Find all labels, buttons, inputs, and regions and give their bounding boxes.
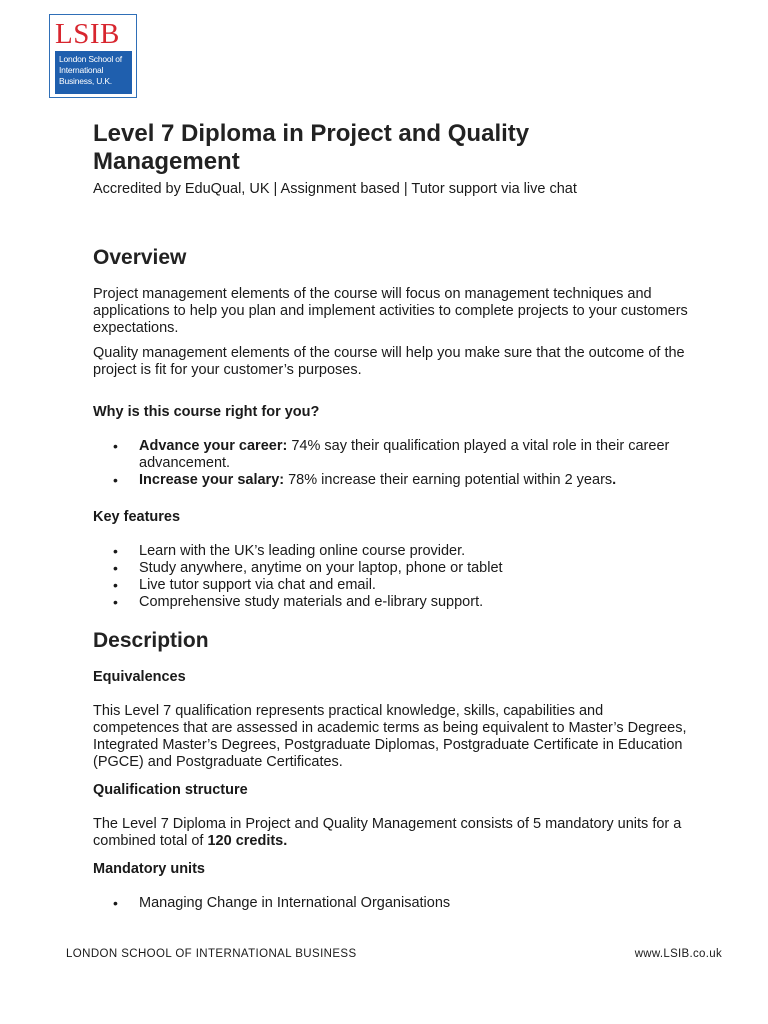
list-item: • Managing Change in International Organisations	[93, 895, 693, 912]
logo-wordmark: LSIB	[55, 18, 120, 50]
description-heading: Description	[93, 629, 209, 652]
structure-heading: Qualification structure	[93, 782, 248, 798]
list-item-text: 74% say their qualification played a vital role in their career advancement.	[139, 438, 670, 471]
why-heading: Why is this course right for you?	[93, 404, 320, 420]
list-item: • Comprehensive study materials and e-library support.	[93, 594, 693, 611]
document-body	[93, 120, 693, 912]
credits-total: 120 credits.	[207, 833, 288, 849]
footer-organisation: LONDON SCHOOL OF INTERNATIONAL BUSINESS	[66, 948, 357, 960]
list-item: • Live tutor support via chat and email.	[93, 577, 693, 594]
mandatory-units-list	[93, 895, 693, 912]
footer-website: www.LSIB.co.uk	[634, 948, 722, 960]
list-item-lead: Increase your salary:	[139, 472, 285, 488]
equivalences-paragraph: This Level 7 qualification represents practical knowledge, skills, capabilities and competences that are assessed in academic terms as being equivalent to Master’s Degrees, Integrated Master’s Degrees, Postgraduate Diplomas, Postgraduate Certificate in Education (PGCE) and Postgraduate Certificates.	[93, 703, 687, 770]
overview-paragraph: Quality management elements of the course will help you make sure that the outcome of the project is fit for your customer’s purposes.	[93, 345, 685, 378]
list-item	[93, 472, 693, 489]
structure-paragraph	[93, 816, 693, 850]
list-item: • Learn with the UK’s leading online course provider.	[93, 543, 693, 560]
accreditation-subtitle: Accredited by EduQual, UK | Assignment based | Tutor support via live chat	[93, 181, 577, 197]
list-item-end: .	[612, 472, 617, 488]
key-features-list	[93, 543, 693, 611]
list-item	[93, 438, 693, 472]
overview-heading: Overview	[93, 246, 187, 269]
list-item-lead: Advance your career:	[139, 438, 288, 454]
mandatory-units-heading: Mandatory units	[93, 861, 205, 877]
list-item-text: 78% increase their earning potential within 2 years	[284, 472, 613, 488]
title-line: Level 7 Diploma in Project and Quality	[93, 120, 530, 147]
overview-paragraph: Project management elements of the course will focus on management techniques and applications to help you plan and implement activities to complete projects to your customers expectations.	[93, 286, 688, 336]
title-line: Management	[93, 148, 240, 175]
key-features-heading: Key features	[93, 509, 181, 525]
lsib-logo	[49, 14, 137, 98]
structure-text: The Level 7 Diploma in Project and Quality Management consists of 5 mandatory units for a combined total of	[93, 816, 682, 849]
page-title	[93, 120, 693, 176]
logo-tagline-line: London School of	[59, 54, 122, 64]
logo-tagline-box	[55, 51, 132, 94]
logo-tagline-line: Business, U.K.	[59, 76, 112, 86]
list-item: • Study anywhere, anytime on your laptop, phone or tablet	[93, 560, 693, 577]
why-list	[93, 438, 693, 489]
logo-tagline-line: International	[59, 65, 104, 75]
equivalences-heading: Equivalences	[93, 669, 186, 685]
